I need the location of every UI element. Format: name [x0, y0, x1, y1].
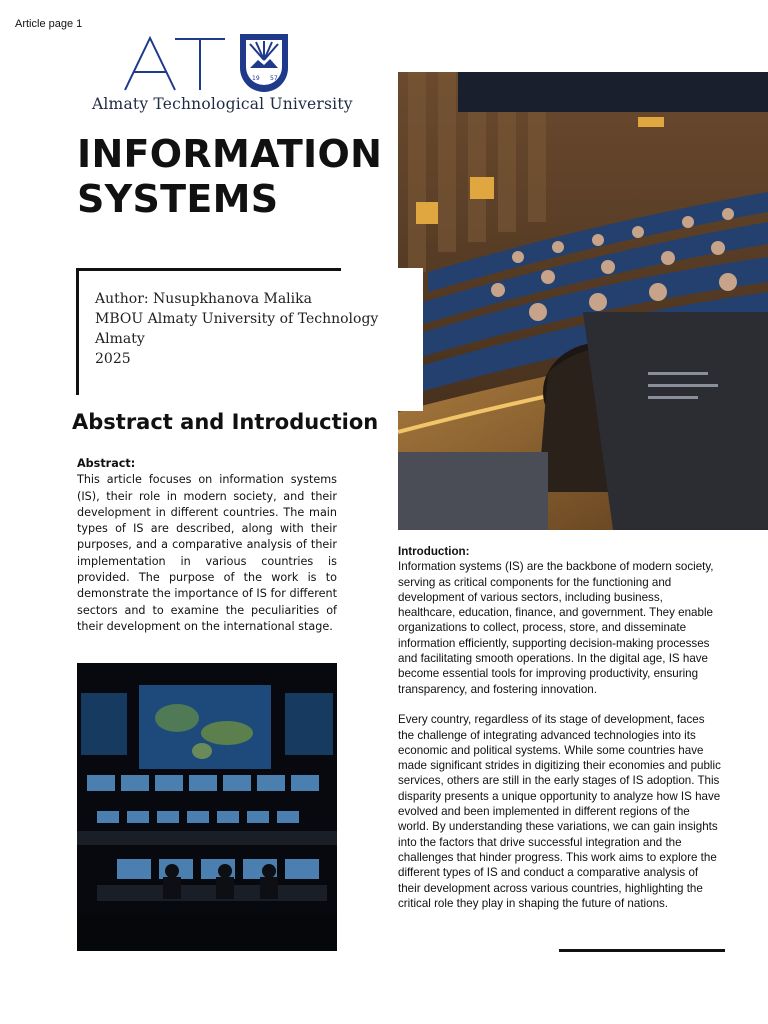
abstract-text: This article focuses on information systems (IS), their role in modern society, and their development in different countries. The main types of IS are described, along with their purposes, and a comparative analysis of their implementation in various countries is provided. The purpose of the work is to demonstrate the importance of IS for different sectors and to examine the peculiarities of their development on the international stage.	[77, 473, 337, 633]
introduction-paragraph-1: Information systems (IS) are the backbone of modern society, serving as critical components for the functioning and development of various sectors, including business, healthcare, education, finance, and government. They enable organizations to collect, process, store, and disseminate information efficiently, supporting decision-making processes and facilitating smooth operations. In the digital age, IS have become essential tools for improving productivity, ensuring transparency, and fostering innovation.	[398, 560, 714, 696]
title-line-1: INFORMATION	[77, 132, 383, 176]
control-room-photo	[77, 663, 337, 951]
university-seal-icon	[240, 34, 288, 92]
author-year: 2025	[95, 351, 131, 367]
university-name: Almaty Technological University	[92, 95, 353, 113]
abstract-block	[77, 456, 337, 635]
atu-logo	[120, 30, 300, 92]
lecture-hall-photo	[398, 72, 768, 530]
svg-text:57: 57	[270, 75, 278, 82]
introduction-block	[398, 544, 723, 911]
introduction-paragraph-2: Every country, regardless of its stage of development, faces the challenge of integrating advanced technologies into its economic and political systems. While some countries have made significant strides in digitizing their economies and public services, others are still in the early stages of IS adoption. This disparity presents a unique opportunity to analyze how IS have evolved and been implemented in different regions of the world. By understanding these variations, we can gain insights into the factors that drive successful integration and the challenges that hinder progress. This work aims to explore the different types of IS and conduct a comparative analysis of their development across various countries, highlighting the critical role they play in shaping the future of nations.	[398, 713, 721, 910]
author-institution: MBOU Almaty University of Technology	[95, 311, 379, 327]
svg-text:19: 19	[252, 75, 260, 82]
section-heading: Abstract and Introduction	[72, 410, 379, 434]
author-name: Author: Nusupkhanova Malika	[95, 291, 312, 307]
title-line-2: SYSTEMS	[77, 177, 279, 221]
abstract-label: Abstract:	[77, 457, 136, 470]
author-info	[95, 289, 378, 369]
introduction-label: Introduction:	[398, 545, 470, 558]
page-title	[77, 132, 382, 222]
page-label: Article page 1	[15, 18, 83, 30]
divider	[559, 949, 725, 952]
author-city: Almaty	[95, 331, 145, 347]
